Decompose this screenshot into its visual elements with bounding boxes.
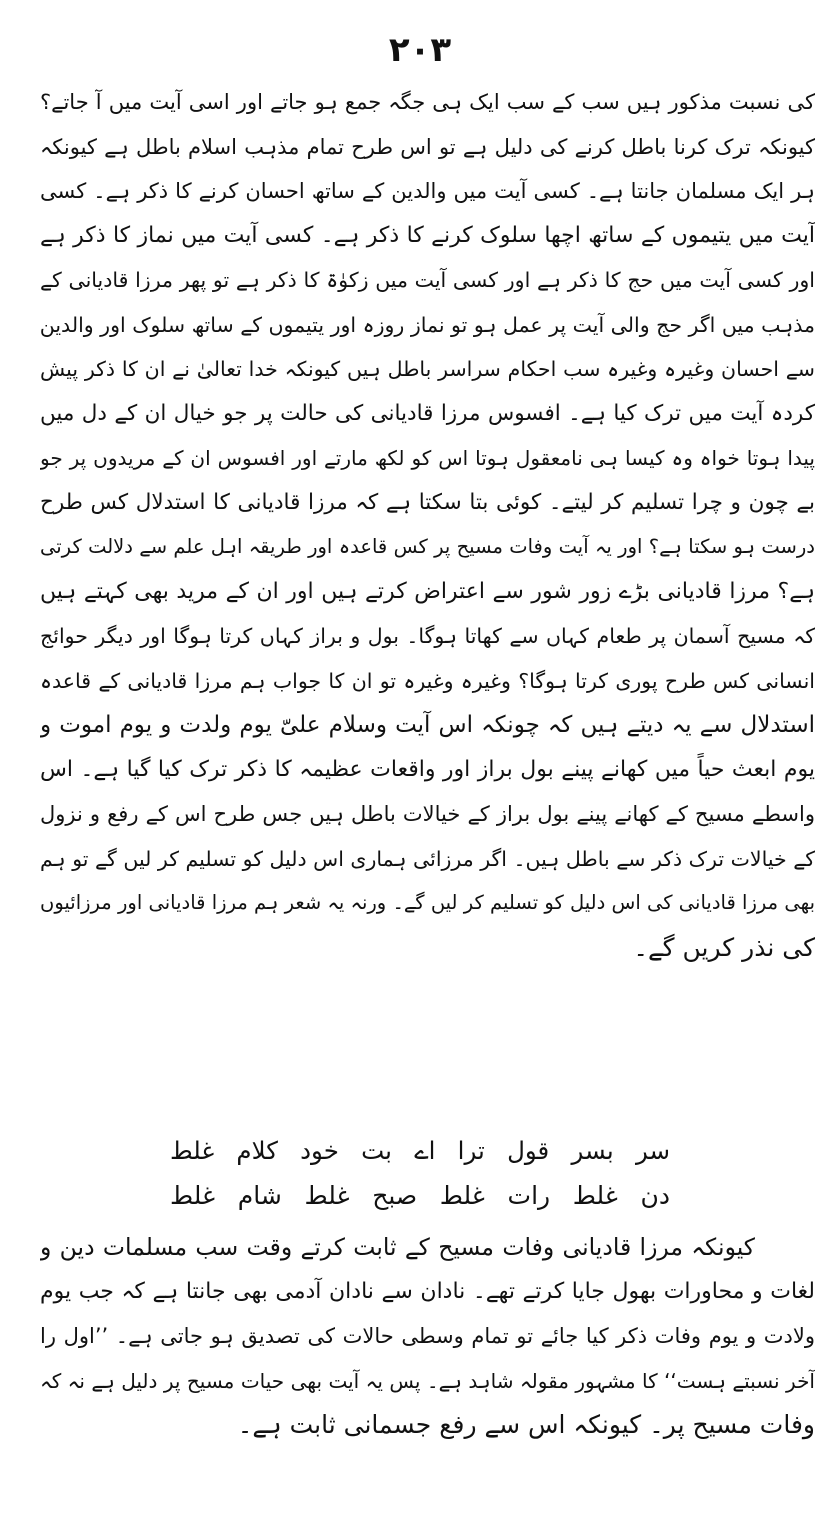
verse-line: سر بسر قول ترا اے بت خود کلام غلط (170, 1136, 670, 1165)
text-line: کے خیالات ترک ذکر سے باطل ہیں۔ اگر مرزائی ہماری اس دلیل کو تسلیم کر لیں گے تو ہم (40, 846, 815, 871)
text-line: وفات مسیح پر۔ کیونکہ اس سے رفع جسمانی ثابت ہے۔ (237, 1410, 815, 1439)
text-line: آیت میں یتیموں کے ساتھ اچھا سلوک کرنے کا ذکر ہے۔ کسی آیت میں نماز کا ذکر ہے (40, 222, 815, 248)
paragraph-1 (40, 80, 815, 970)
text-line: کردہ آیت میں ترک کیا ہے۔ افسوس مرزا قادیانی کی حالت پر جو خیال ان کے دل میں (40, 400, 815, 426)
text-line: بھی مرزا قادیانی کی اس دلیل کو تسلیم کر لیں گے۔ ورنہ یہ شعر ہم مرزا قادیانی اور مرزائیوں (40, 891, 815, 914)
verse-line: دن غلط رات غلط صبح غلط شام غلط (170, 1181, 670, 1210)
text-line: آخر نسبتے ہست‘‘ کا مشہور مقولہ شاہد ہے۔ پس یہ آیت بھی حیات مسیح پر دلیل ہے نہ کہ (40, 1368, 815, 1393)
text-line: کیونکہ ترک کرنا باطل کرنے کی دلیل ہے تو اس طرح تمام مذہب اسلام باطل ہے کیونکہ (40, 134, 815, 159)
text-line: کی نذر کریں گے۔ (633, 932, 815, 962)
text-line: واسطے مسیح کے کھانے پینے بول براز کے خیالات باطل ہیں جس طرح اس کے رفع و نزول (40, 802, 815, 826)
text-line: یوم ابعث حیاً میں کھانے پینے بول براز اور واقعات عظیمہ کا ذکر ترک کیا گیا ہے۔ اس (40, 756, 815, 782)
text-line: اور کسی آیت میں حج کا ذکر ہے اور کسی آیت میں زکوٰۃ کا ذکر ہے تو پھر مرزا قادیانی کے (40, 268, 815, 292)
text-line: سے احسان وغیرہ وغیرہ سب احکام سراسر باطل ہیں کیونکہ خدا تعالیٰ نے ان کا ذکر پیش (40, 357, 815, 381)
text-line: کیونکہ مرزا قادیانی وفات مسیح کے ثابت کرتے وقت سب مسلمات دین و (40, 1233, 755, 1261)
text-line: ولادت و یوم وفات ذکر کیا جائے تو تمام وسطی حالات کی تصدیق ہو جاتی ہے۔ ’’اول را (40, 1324, 815, 1348)
text-line: بے چون و چرا تسلیم کر لیتے۔ کوئی بتا سکتا ہے کہ مرزا قادیانی کا استدلال کس طرح (40, 489, 815, 515)
paragraph-2 (40, 1225, 815, 1448)
poetry-couplet (170, 1128, 670, 1218)
text-line: انسانی کس طرح پوری کرتا ہوگا؟ وغیرہ وغیرہ تو ان کا جواب ہم مرزا قادیانی کے قاعدہ (40, 668, 815, 693)
text-line: درست ہو سکتا ہے؟ اور یہ آیت وفات مسیح پر کس قاعدہ اور طریقہ اہل علم سے دلالت کرتی (40, 535, 815, 558)
page-number: ۲۰۳ (388, 30, 452, 70)
text-line: پیدا ہوتا خواہ وہ کیسا ہی نامعقول ہوتا اس کو لکھ مارتے اور افسوس ان کے مریدوں پر جو (40, 446, 815, 470)
text-line: ہے؟ مرزا قادیانی بڑے زور شور سے اعتراض کرتے ہیں اور ان کے مرید بھی کہتے ہیں (40, 578, 815, 604)
text-line: لغات و محاورات بھول جایا کرتے تھے۔ نادان سے نادان آدمی بھی جانتا ہے کہ جب یوم (40, 1278, 815, 1304)
text-line: کہ مسیح آسمان پر طعام کہاں سے کھاتا ہوگا۔ بول و براز کہاں کرتا ہوگا اور دیگر حوائج (40, 624, 815, 648)
text-line: استدلال سے یہ دیتے ہیں کہ چونکہ اس آیت وسلام علیّ یوم ولدت و یوم اموت و (40, 712, 815, 738)
text-line: ہر ایک مسلمان جانتا ہے۔ کسی آیت میں والدین کے ساتھ احسان کرنے کا ذکر ہے۔ کسی (40, 179, 815, 203)
text-line: کی نسبت مذکور ہیں سب کے سب ایک ہی جگہ جمع ہو جاتے اور اسی آیت میں آ جاتے؟ (40, 90, 815, 114)
text-line: مذہب میں اگر حج والی آیت پر عمل ہو تو نماز روزہ اور یتیموں کے ساتھ سلوک اور والدین (40, 312, 815, 337)
